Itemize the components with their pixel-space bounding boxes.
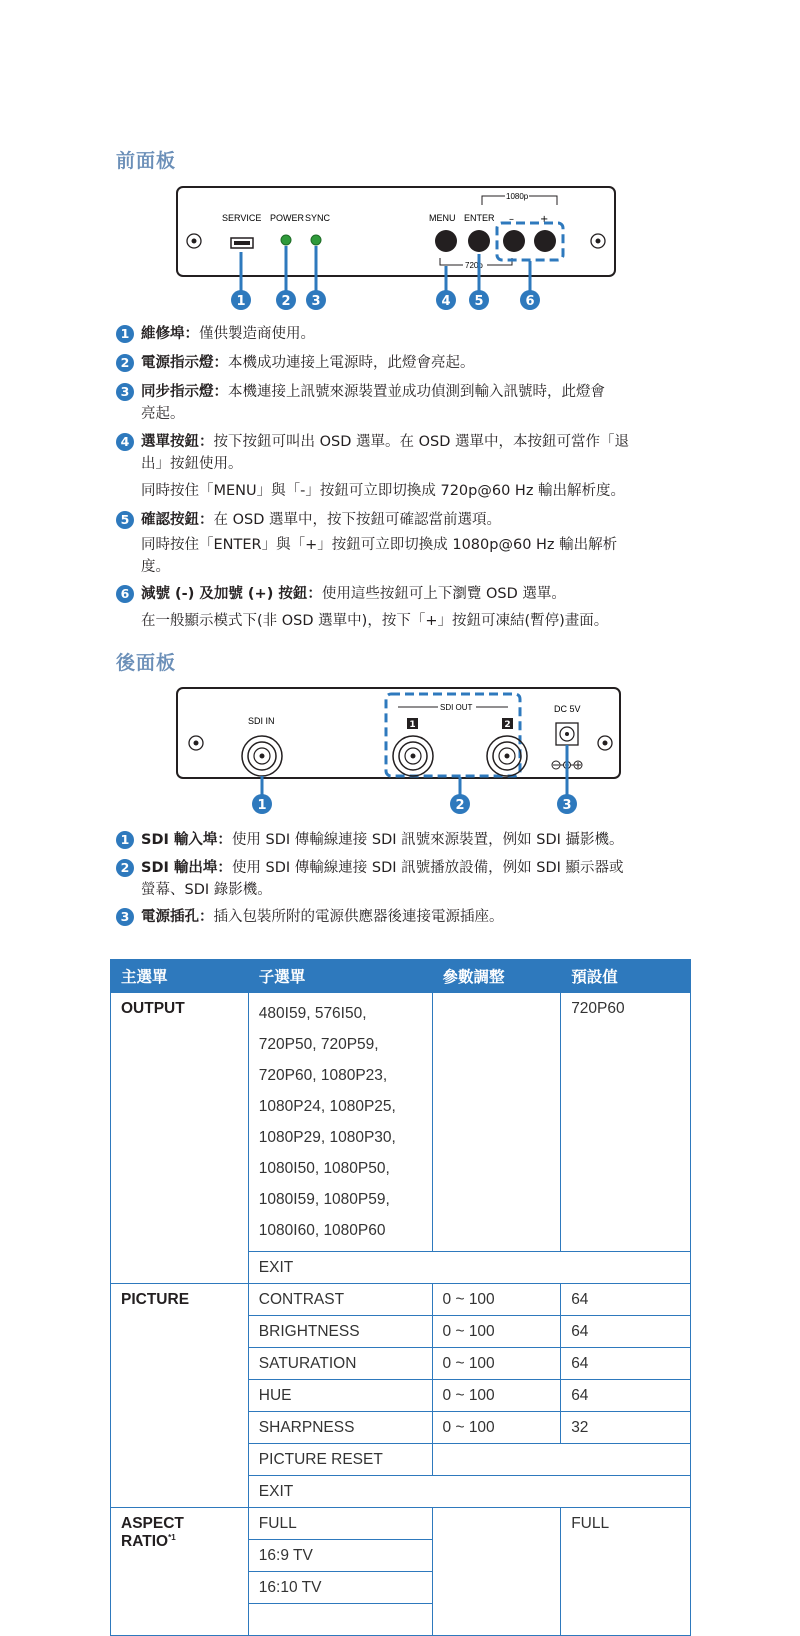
picture-default: 64 [561,1380,691,1412]
rear-callout-3: 3 [562,798,572,813]
port-1-label: 1 [409,720,416,730]
rear-panel-diagram [177,688,620,814]
main-menu-output: OUTPUT [111,993,249,1284]
usb-port-icon [231,238,253,248]
rear-item-2 [116,857,696,901]
item-body: 按下按鈕可叫出 OSD 選單。在 OSD 選單中，本按鈕可當作「退 [213,434,629,450]
output-options [248,993,432,1252]
item-heading: SDI 輸入埠： [141,832,232,848]
dc-jack-icon [556,723,578,745]
screw-icon [189,736,203,750]
front-item-5 [116,509,696,531]
footnote-marker: *1 [168,1533,176,1542]
front-panel-title: 前面板 [116,150,177,172]
item-heading: SDI 輸出埠： [141,860,232,876]
front-item-3 [116,381,696,425]
picture-sub: SHARPNESS [248,1412,432,1444]
front-item-6-extra: 在一般顯示模式下(非 OSD 選單中)，按下「+」按鈕可凍結(暫停)畫面。 [141,613,609,629]
picture-default: 32 [561,1412,691,1444]
item-heading: 選單按鈕： [141,434,214,450]
picture-default: 64 [561,1348,691,1380]
item-body-cont: 出」按鈕使用。 [141,456,243,472]
minus-button-icon [503,230,525,252]
rear-item-1 [116,829,696,851]
screw-icon [591,234,605,248]
output-default: 720P60 [561,993,691,1252]
header-main-menu: 主選單 [111,960,249,993]
extra-line: 同時按住「ENTER」與「+」按鈕可立即切換成 1080p@60 Hz 輸出解析 [141,537,618,553]
front-item-1 [116,323,696,345]
screw-icon [187,234,201,248]
dc-label: DC 5V [554,704,581,714]
item-number: 5 [116,511,134,529]
table-row [111,993,691,1252]
item-heading: 電源指示燈： [141,355,228,371]
bnc-connector-icon [487,736,527,776]
picture-range: 0 ~ 100 [432,1316,561,1348]
item-body-cont: 螢幕、SDI 錄影機。 [141,882,272,898]
header-parameter: 參數調整 [432,960,561,993]
picture-range: 0 ~ 100 [432,1284,561,1316]
aspect-sub: 16:9 TV [248,1540,432,1572]
option-line: 1080I50, 1080P50, [258,1160,390,1177]
picture-sub: CONTRAST [248,1284,432,1316]
front-callout-4: 4 [441,294,451,309]
option-line: 1080P29, 1080P30, [258,1129,396,1146]
rear-callout-2: 2 [455,798,465,813]
item-number: 1 [116,831,134,849]
sdi-out-label: SDI OUT [440,703,473,712]
plus-button-icon [534,230,556,252]
res-1080-label: 1080p [506,192,529,201]
picture-reset: PICTURE RESET [248,1444,432,1476]
picture-default: 64 [561,1284,691,1316]
option-line: 720P60, 1080P23, [258,1067,388,1084]
aspect-default: FULL [561,1508,691,1636]
main-menu-picture: PICTURE [111,1284,249,1508]
plus-label: + [540,214,549,225]
header-sub-menu: 子選單 [248,960,432,993]
screw-icon [598,736,612,750]
item-heading: 減號 (-) 及加號 (+) 按鈕： [141,586,322,602]
picture-range: 0 ~ 100 [432,1380,561,1412]
power-led-icon [281,235,291,245]
table-header-row [111,960,691,993]
picture-range: 0 ~ 100 [432,1412,561,1444]
front-item-4 [116,431,696,475]
item-number: 3 [116,383,134,401]
sync-label: SYNC [305,213,331,223]
picture-sub: SATURATION [248,1348,432,1380]
aspect-sub [248,1604,432,1636]
front-item-6 [116,583,696,605]
main-menu-aspect [111,1508,249,1636]
picture-sub: HUE [248,1380,432,1412]
item-body-cont: 亮起。 [141,406,185,422]
rear-panel-title: 後面板 [116,652,177,674]
item-body: 僅供製造商使用。 [199,326,315,342]
osd-menu-table [110,959,691,1636]
table-row [111,1284,691,1316]
enter-label: ENTER [464,213,495,223]
item-body: 插入包裝所附的電源供應器後連接電源插座。 [213,909,504,925]
front-callout-5: 5 [474,294,484,309]
menu-button-icon [435,230,457,252]
port-2-label: 2 [504,720,511,730]
output-range [432,993,561,1252]
item-heading: 確認按鈕： [141,512,214,528]
service-label: SERVICE [222,213,262,223]
output-exit: EXIT [248,1252,690,1284]
aspect-range [432,1508,561,1636]
item-heading: 同步指示燈： [141,384,228,400]
table-row [111,1508,691,1540]
item-number: 2 [116,354,134,372]
item-number: 3 [116,908,134,926]
front-callout-2: 2 [281,294,291,309]
item-number: 1 [116,325,134,343]
item-body: 使用這些按鈕可上下瀏覽 OSD 選單。 [321,586,566,602]
picture-default: 64 [561,1316,691,1348]
extra-line: 度。 [141,559,170,575]
option-line: 480I59, 576I50, [258,1005,367,1022]
sync-led-icon [311,235,321,245]
item-number: 4 [116,433,134,451]
bnc-connector-icon [242,736,282,776]
rear-callout-1: 1 [257,798,267,813]
option-line: 1080P24, 1080P25, [258,1098,396,1115]
front-callout-3: 3 [311,294,321,309]
picture-range: 0 ~ 100 [432,1348,561,1380]
sdi-in-label: SDI IN [248,716,275,726]
item-body: 在 OSD 選單中，按下按鈕可確認當前選項。 [213,512,501,528]
empty-cell [432,1444,690,1476]
item-heading: 電源插孔： [141,909,214,925]
item-body: 本機成功連接上電源時，此燈會亮起。 [228,355,475,371]
picture-exit: EXIT [248,1476,690,1508]
front-panel-diagram [177,187,615,310]
aspect-sub: 16:10 TV [248,1572,432,1604]
item-body: 使用 SDI 傳輸線連接 SDI 訊號播放設備，例如 SDI 顯示器或 [231,860,624,876]
item-number: 6 [116,585,134,603]
item-body: 本機連接上訊號來源裝置並成功偵測到輸入訊號時，此燈會 [228,384,605,400]
aspect-sub: FULL [248,1508,432,1540]
option-line: 1080I59, 1080P59, [258,1191,390,1208]
option-line: 720P50, 720P59, [258,1036,379,1053]
option-line: 1080I60, 1080P60 [258,1222,386,1239]
bnc-connector-icon [393,736,433,776]
header-default: 預設值 [561,960,691,993]
res-720-label: 720p [465,261,483,270]
item-number: 2 [116,859,134,877]
menu-label: MENU [429,213,456,223]
picture-sub: BRIGHTNESS [248,1316,432,1348]
item-body: 使用 SDI 傳輸線連接 SDI 訊號來源裝置，例如 SDI 攝影機。 [231,832,624,848]
front-item-2 [116,352,696,374]
item-heading: 維修埠： [141,326,199,342]
aspect-label: ASPECT RATIO [121,1515,184,1551]
front-item-5-extra [141,534,701,578]
enter-button-icon [468,230,490,252]
front-callout-6: 6 [525,294,535,309]
front-callout-1: 1 [236,294,246,309]
power-label: POWER [270,213,305,223]
minus-label: – [509,214,514,225]
front-item-4-extra: 同時按住「MENU」與「-」按鈕可立即切換成 720p@60 Hz 輸出解析度。 [141,483,626,499]
rear-item-3 [116,906,696,928]
